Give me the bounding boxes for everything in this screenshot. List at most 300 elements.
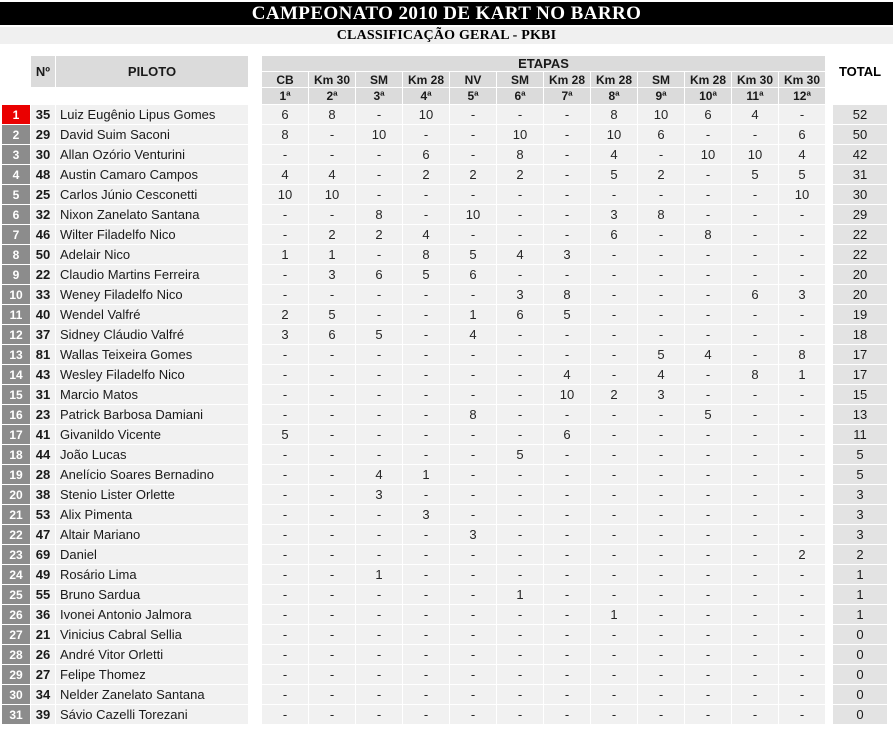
stage-score-cell: - [497, 705, 543, 724]
stage-score-cell: - [779, 485, 825, 504]
table-row [2, 345, 887, 364]
stage-score-cell: - [685, 425, 731, 444]
stage-name-header: SM [356, 72, 402, 87]
separator-cell [826, 245, 832, 264]
stage-score-cell: - [403, 365, 449, 384]
separator-cell [249, 545, 261, 564]
stage-score-cell: - [544, 185, 590, 204]
stage-score-cell: - [403, 425, 449, 444]
stage-score-cell: - [779, 525, 825, 544]
stage-score-cell: - [497, 225, 543, 244]
stage-score-cell: 3 [262, 325, 308, 344]
stage-score-cell: - [262, 565, 308, 584]
stage-score-cell: 3 [450, 525, 496, 544]
stage-score-cell: - [497, 325, 543, 344]
stage-score-cell: - [779, 665, 825, 684]
total-cell: 0 [833, 705, 887, 724]
position-cell: 10 [2, 285, 30, 304]
stage-score-cell: - [732, 225, 778, 244]
kart-number-cell: 43 [31, 365, 55, 384]
separator-cell [826, 205, 832, 224]
total-cell: 22 [833, 245, 887, 264]
position-cell: 3 [2, 145, 30, 164]
stage-score-cell: - [685, 565, 731, 584]
stage-score-cell: - [544, 545, 590, 564]
pilot-name-cell: Altair Mariano [56, 525, 248, 544]
stage-score-cell: 6 [262, 105, 308, 124]
stage-score-cell: - [262, 345, 308, 364]
stage-score-cell: - [356, 545, 402, 564]
stage-score-cell: - [638, 145, 684, 164]
stage-score-cell: 2 [403, 165, 449, 184]
stage-score-cell: - [309, 545, 355, 564]
position-cell: 25 [2, 585, 30, 604]
standings-table [1, 55, 888, 725]
kart-number-cell: 41 [31, 425, 55, 444]
stage-score-cell: - [732, 205, 778, 224]
kart-number-cell: 81 [31, 345, 55, 364]
separator-cell [826, 465, 832, 484]
stage-score-cell: - [638, 505, 684, 524]
table-row [2, 305, 887, 324]
stage-score-cell: 8 [779, 345, 825, 364]
stage-score-cell: - [591, 505, 637, 524]
stage-score-cell: - [732, 685, 778, 704]
stage-score-cell: - [591, 665, 637, 684]
stage-score-cell: 3 [309, 265, 355, 284]
stage-score-cell: - [262, 645, 308, 664]
stage-score-cell: - [732, 645, 778, 664]
separator-cell [249, 105, 261, 124]
total-cell: 11 [833, 425, 887, 444]
stage-score-cell: - [544, 405, 590, 424]
kart-number-cell: 38 [31, 485, 55, 504]
position-cell: 22 [2, 525, 30, 544]
stage-score-cell: - [544, 105, 590, 124]
page-subtitle: CLASSIFICAÇÃO GERAL - PKBI [0, 27, 893, 44]
separator-cell [826, 445, 832, 464]
total-cell: 3 [833, 525, 887, 544]
stage-score-cell: - [638, 185, 684, 204]
stage-score-cell: - [732, 125, 778, 144]
stage-score-cell: 4 [450, 325, 496, 344]
stage-score-cell: - [544, 705, 590, 724]
table-row [2, 125, 887, 144]
stage-score-cell: 10 [356, 125, 402, 144]
pilot-name-cell: Bruno Sardua [56, 585, 248, 604]
stage-score-cell: 10 [309, 185, 355, 204]
stage-score-cell: - [638, 565, 684, 584]
pilot-name-cell: André Vitor Orletti [56, 645, 248, 664]
stage-score-cell: 8 [497, 145, 543, 164]
stage-score-cell: - [544, 205, 590, 224]
stage-score-cell: - [309, 465, 355, 484]
stage-score-cell: - [403, 685, 449, 704]
pilot-name-cell: Allan Ozório Venturini [56, 145, 248, 164]
stage-score-cell: - [732, 245, 778, 264]
position-cell: 18 [2, 445, 30, 464]
stage-score-cell: 5 [309, 305, 355, 324]
total-cell: 0 [833, 625, 887, 644]
stage-score-cell: - [356, 145, 402, 164]
stage-score-cell: 10 [638, 105, 684, 124]
stage-score-cell: - [638, 325, 684, 344]
stage-score-cell: 5 [685, 405, 731, 424]
stage-score-cell: - [309, 285, 355, 304]
separator-cell [826, 365, 832, 384]
pilot-name-cell: Weney Filadelfo Nico [56, 285, 248, 304]
stage-score-cell: - [450, 605, 496, 624]
stage-score-cell: - [497, 605, 543, 624]
stage-score-cell: 10 [779, 185, 825, 204]
stage-name-header: Km 28 [685, 72, 731, 87]
stage-score-cell: 10 [685, 145, 731, 164]
stage-score-cell: - [262, 385, 308, 404]
kart-number-cell: 46 [31, 225, 55, 244]
position-cell: 14 [2, 365, 30, 384]
stage-score-cell: - [450, 705, 496, 724]
separator-cell [249, 625, 261, 644]
stage-score-cell: 4 [403, 225, 449, 244]
stage-score-cell: - [685, 365, 731, 384]
table-row [2, 245, 887, 264]
total-cell: 1 [833, 565, 887, 584]
kart-number-cell: 28 [31, 465, 55, 484]
table-row [2, 585, 887, 604]
stage-score-cell: - [497, 385, 543, 404]
stage-score-cell: - [262, 405, 308, 424]
stage-score-cell: - [685, 125, 731, 144]
position-column-header [2, 56, 30, 104]
total-cell: 29 [833, 205, 887, 224]
pilot-name-cell: Adelair Nico [56, 245, 248, 264]
stage-score-cell: - [638, 485, 684, 504]
stage-score-cell: - [732, 665, 778, 684]
stage-score-cell: - [262, 265, 308, 284]
stage-score-cell: - [262, 665, 308, 684]
stage-score-cell: - [779, 445, 825, 464]
position-cell: 27 [2, 625, 30, 644]
position-cell: 26 [2, 605, 30, 624]
separator-cell [826, 145, 832, 164]
table-row [2, 105, 887, 124]
stage-score-cell: - [356, 165, 402, 184]
stage-score-cell: - [309, 685, 355, 704]
pilot-name-cell: Wilter Filadelfo Nico [56, 225, 248, 244]
total-cell: 42 [833, 145, 887, 164]
stage-score-cell: - [732, 565, 778, 584]
stage-ordinal-header: 6ª [497, 88, 543, 104]
total-cell: 17 [833, 345, 887, 364]
kart-number-cell: 26 [31, 645, 55, 664]
stage-score-cell: - [591, 545, 637, 564]
stage-ordinal-header: 4ª [403, 88, 449, 104]
stage-score-cell: - [685, 185, 731, 204]
pilot-name-cell: David Suim Saconi [56, 125, 248, 144]
stage-score-cell: 6 [450, 265, 496, 284]
stage-score-cell: 1 [779, 365, 825, 384]
stage-score-cell: - [638, 605, 684, 624]
separator-cell [826, 305, 832, 324]
stage-score-cell: - [309, 365, 355, 384]
separator-cell [249, 245, 261, 264]
stage-score-cell: 6 [403, 145, 449, 164]
total-cell: 50 [833, 125, 887, 144]
separator-cell [249, 345, 261, 364]
separator-cell [249, 265, 261, 284]
stage-score-cell: - [262, 585, 308, 604]
stage-score-cell: - [591, 705, 637, 724]
stage-score-cell: 3 [356, 485, 402, 504]
pilot-name-cell: Wendel Valfré [56, 305, 248, 324]
stage-score-cell: - [356, 365, 402, 384]
stage-score-cell: - [497, 505, 543, 524]
total-cell: 5 [833, 445, 887, 464]
stage-score-cell: - [685, 265, 731, 284]
stage-score-cell: - [685, 625, 731, 644]
total-cell: 52 [833, 105, 887, 124]
stage-score-cell: - [685, 685, 731, 704]
stage-score-cell: 2 [450, 165, 496, 184]
position-cell: 13 [2, 345, 30, 364]
separator-cell [826, 345, 832, 364]
pilot-name-cell: Austin Camaro Campos [56, 165, 248, 184]
stage-score-cell: 6 [544, 425, 590, 444]
stage-score-cell: - [356, 445, 402, 464]
separator-cell [249, 505, 261, 524]
stage-score-cell: - [685, 545, 731, 564]
separator [249, 56, 261, 104]
separator-cell [249, 565, 261, 584]
stage-score-cell: 2 [262, 305, 308, 324]
stage-score-cell: - [309, 645, 355, 664]
table-row [2, 285, 887, 304]
position-cell: 31 [2, 705, 30, 724]
stage-score-cell: - [779, 325, 825, 344]
stage-score-cell: 6 [497, 305, 543, 324]
stage-score-cell: 3 [638, 385, 684, 404]
table-row [2, 365, 887, 384]
stage-ordinal-header: 3ª [356, 88, 402, 104]
stage-score-cell: - [403, 305, 449, 324]
separator-cell [826, 485, 832, 504]
table-row [2, 145, 887, 164]
separator-cell [249, 205, 261, 224]
kart-number-cell: 29 [31, 125, 55, 144]
stage-score-cell: - [544, 625, 590, 644]
stage-score-cell: - [591, 245, 637, 264]
pilot-name-cell: Wallas Teixeira Gomes [56, 345, 248, 364]
stage-score-cell: 6 [591, 225, 637, 244]
kart-number-cell: 21 [31, 625, 55, 644]
pilot-name-cell: Carlos Júnio Cesconetti [56, 185, 248, 204]
kart-number-cell: 39 [31, 705, 55, 724]
position-cell: 23 [2, 545, 30, 564]
total-cell: 0 [833, 665, 887, 684]
table-row [2, 645, 887, 664]
stage-score-cell: - [309, 705, 355, 724]
blank-header-cell [833, 88, 887, 104]
stage-score-cell: - [450, 545, 496, 564]
pilot-name-cell: Nelder Zanelato Santana [56, 685, 248, 704]
stage-score-cell: - [450, 145, 496, 164]
stage-score-cell: 1 [450, 305, 496, 324]
separator-cell [249, 445, 261, 464]
stage-score-cell: 10 [403, 105, 449, 124]
table-row [2, 685, 887, 704]
stage-score-cell: - [309, 565, 355, 584]
stage-score-cell: - [309, 425, 355, 444]
stage-score-cell: - [591, 485, 637, 504]
total-cell: 0 [833, 685, 887, 704]
separator-cell [249, 665, 261, 684]
separator-cell [249, 465, 261, 484]
kart-number-cell: 49 [31, 565, 55, 584]
stage-score-cell: 4 [591, 145, 637, 164]
stage-score-cell: - [685, 485, 731, 504]
stage-score-cell: - [591, 525, 637, 544]
stage-score-cell: - [309, 345, 355, 364]
stage-score-cell: - [638, 585, 684, 604]
stage-score-cell: - [309, 625, 355, 644]
position-cell: 4 [2, 165, 30, 184]
stage-score-cell: - [591, 305, 637, 324]
stage-score-cell: - [356, 525, 402, 544]
stage-score-cell: - [450, 565, 496, 584]
stage-score-cell: 1 [309, 245, 355, 264]
separator-cell [249, 425, 261, 444]
stage-score-cell: - [403, 185, 449, 204]
separator-cell [826, 405, 832, 424]
stage-score-cell: - [450, 345, 496, 364]
table-row [2, 405, 887, 424]
stage-score-cell: 8 [356, 205, 402, 224]
stage-score-cell: - [262, 465, 308, 484]
stage-score-cell: 1 [403, 465, 449, 484]
stage-score-cell: - [356, 405, 402, 424]
stage-score-cell: - [262, 205, 308, 224]
stage-score-cell: - [685, 445, 731, 464]
separator-cell [826, 125, 832, 144]
stage-score-cell: 2 [591, 385, 637, 404]
stage-score-cell: - [356, 345, 402, 364]
stage-score-cell: - [356, 585, 402, 604]
total-cell: 3 [833, 505, 887, 524]
stage-name-header: Km 28 [591, 72, 637, 87]
stage-score-cell: - [732, 265, 778, 284]
stage-score-cell: 10 [544, 385, 590, 404]
total-cell: 15 [833, 385, 887, 404]
position-cell: 19 [2, 465, 30, 484]
stage-score-cell: - [497, 265, 543, 284]
separator-cell [826, 705, 832, 724]
stage-score-cell: - [544, 585, 590, 604]
kart-number-cell: 40 [31, 305, 55, 324]
stage-score-cell: - [544, 485, 590, 504]
table-row [2, 325, 887, 344]
stage-score-cell: - [403, 325, 449, 344]
total-cell: 0 [833, 645, 887, 664]
stage-score-cell: - [732, 585, 778, 604]
stage-score-cell: - [638, 405, 684, 424]
pilot-name-cell: Rosário Lima [56, 565, 248, 584]
table-row [2, 445, 887, 464]
position-cell: 15 [2, 385, 30, 404]
page-title: CAMPEONATO 2010 DE KART NO BARRO [0, 2, 893, 25]
stage-name-header: Km 30 [732, 72, 778, 87]
stage-ordinal-header: 1ª [262, 88, 308, 104]
stage-score-cell: 2 [309, 225, 355, 244]
stage-score-cell: 10 [497, 125, 543, 144]
stage-ordinal-header: 5ª [450, 88, 496, 104]
stage-score-cell: 3 [544, 245, 590, 264]
stage-name-header: SM [638, 72, 684, 87]
separator-cell [826, 185, 832, 204]
stage-score-cell: - [638, 285, 684, 304]
stage-score-cell: 10 [262, 185, 308, 204]
stage-score-cell: - [685, 205, 731, 224]
stage-score-cell: - [403, 445, 449, 464]
stage-score-cell: 8 [403, 245, 449, 264]
stage-score-cell: - [403, 705, 449, 724]
stage-score-cell: - [262, 485, 308, 504]
stage-score-cell: - [591, 425, 637, 444]
table-row [2, 665, 887, 684]
stage-score-cell: 5 [779, 165, 825, 184]
kart-number-cell: 36 [31, 605, 55, 624]
stage-score-cell: - [591, 265, 637, 284]
table-row [2, 185, 887, 204]
position-cell: 30 [2, 685, 30, 704]
stage-score-cell: 8 [732, 365, 778, 384]
stage-score-cell: - [450, 425, 496, 444]
stage-score-cell: - [403, 125, 449, 144]
stage-score-cell: 5 [732, 165, 778, 184]
stage-score-cell: - [450, 505, 496, 524]
stage-score-cell: - [638, 425, 684, 444]
position-cell: 5 [2, 185, 30, 204]
separator-cell [826, 425, 832, 444]
kart-number-cell: 44 [31, 445, 55, 464]
table-row [2, 705, 887, 724]
stage-score-cell: 4 [779, 145, 825, 164]
stage-score-cell: - [638, 625, 684, 644]
stage-score-cell: - [779, 625, 825, 644]
stage-score-cell: 8 [544, 285, 590, 304]
stage-score-cell: - [450, 485, 496, 504]
separator-cell [826, 385, 832, 404]
stage-score-cell: - [591, 345, 637, 364]
stage-score-cell: - [638, 545, 684, 564]
stage-score-cell: - [262, 545, 308, 564]
stage-score-cell: - [638, 445, 684, 464]
stage-score-cell: - [403, 645, 449, 664]
kart-number-cell: 22 [31, 265, 55, 284]
pilot-name-cell: João Lucas [56, 445, 248, 464]
stage-score-cell: - [403, 405, 449, 424]
kart-number-cell: 25 [31, 185, 55, 204]
stage-ordinal-header: 8ª [591, 88, 637, 104]
stage-score-cell: - [450, 225, 496, 244]
stage-score-cell: - [403, 485, 449, 504]
stage-score-cell: - [309, 525, 355, 544]
stage-score-cell: - [309, 405, 355, 424]
pilot-name-cell: Sávio Cazelli Torezani [56, 705, 248, 724]
stage-score-cell: - [309, 505, 355, 524]
separator-cell [249, 485, 261, 504]
stage-score-cell: - [356, 605, 402, 624]
kart-number-cell: 47 [31, 525, 55, 544]
